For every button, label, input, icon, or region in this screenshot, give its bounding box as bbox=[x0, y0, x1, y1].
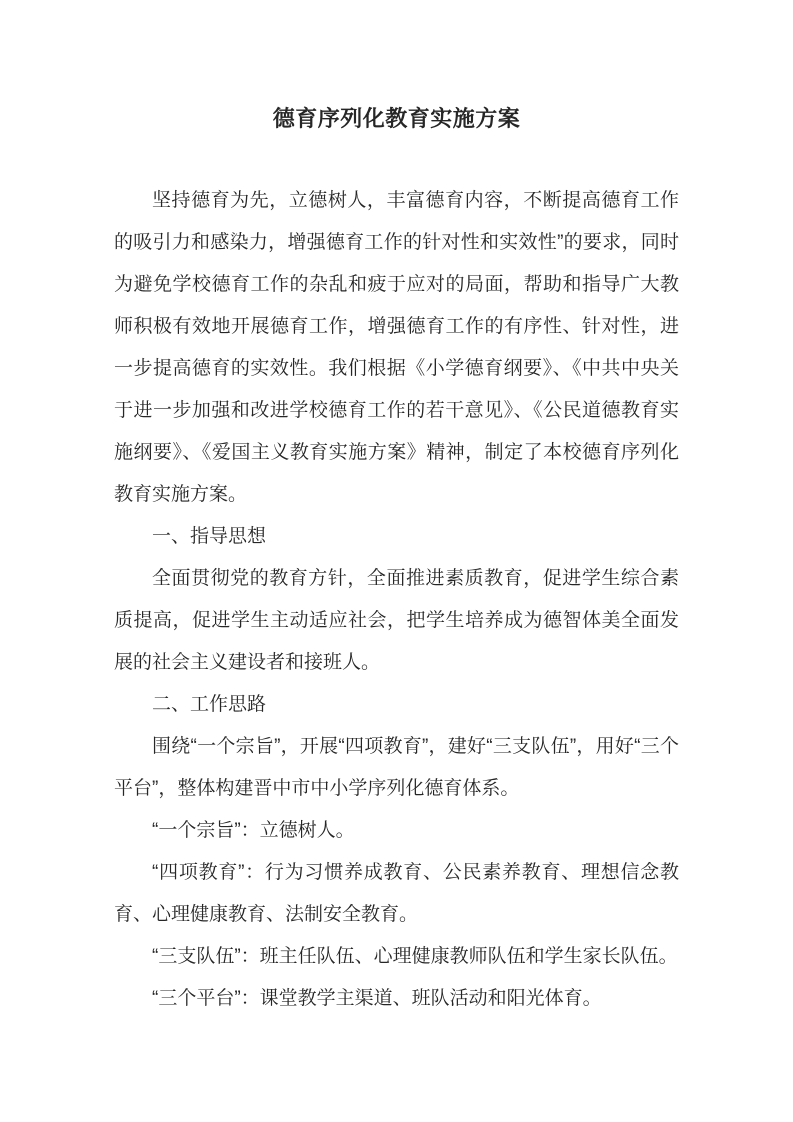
document-body bbox=[114, 180, 679, 1020]
body-paragraph: “三个平台”：课堂教学主渠道、班队活动和阳光体育。 bbox=[152, 988, 602, 1009]
section-heading: 二、工作思路 bbox=[152, 694, 267, 715]
section-heading: 一、指导思想 bbox=[152, 526, 267, 547]
body-paragraph: 围绕“一个宗旨”，开展“四项教育”，建好“三支队伍”，用好“三个平台”，整体构建晋中市中小学序列化德育体系。 bbox=[114, 736, 679, 799]
body-paragraph: “三支队伍”：班主任队伍、心理健康教师队伍和学生家长队伍。 bbox=[152, 946, 678, 967]
body-paragraph: “四项教育”：行为习惯养成教育、公民素养教育、理想信念教育、心理健康教育、法制安全教育。 bbox=[114, 862, 679, 925]
body-paragraph: “一个宗旨”：立德树人。 bbox=[152, 820, 355, 841]
body-paragraph: 坚持德育为先，立德树人，丰富德育内容，不断提高德育工作的吸引力和感染力，增强德育工作的针对性和实效性”的要求，同时为避免学校德育工作的杂乱和疲于应对的局面，帮助和指导广大教师积极有效地开展德育工作，增强德育工作的有序性、针对性，进一步提高德育的实效性。我们根据《小学德育纲要》、《中共中央关于进一步加强和改进学校德育工作的若干意见》、《公民道德教育实施纲要》、《爱国主义教育实施方案》精神，制定了本校德育序列化教育实施方案。 bbox=[114, 190, 679, 505]
document-title: 德育序列化教育实施方案 bbox=[272, 106, 521, 131]
body-paragraph: 全面贯彻党的教育方针，全面推进素质教育，促进学生综合素质提高，促进学生主动适应社会，把学生培养成为德智体美全面发展的社会主义建设者和接班人。 bbox=[114, 568, 679, 673]
